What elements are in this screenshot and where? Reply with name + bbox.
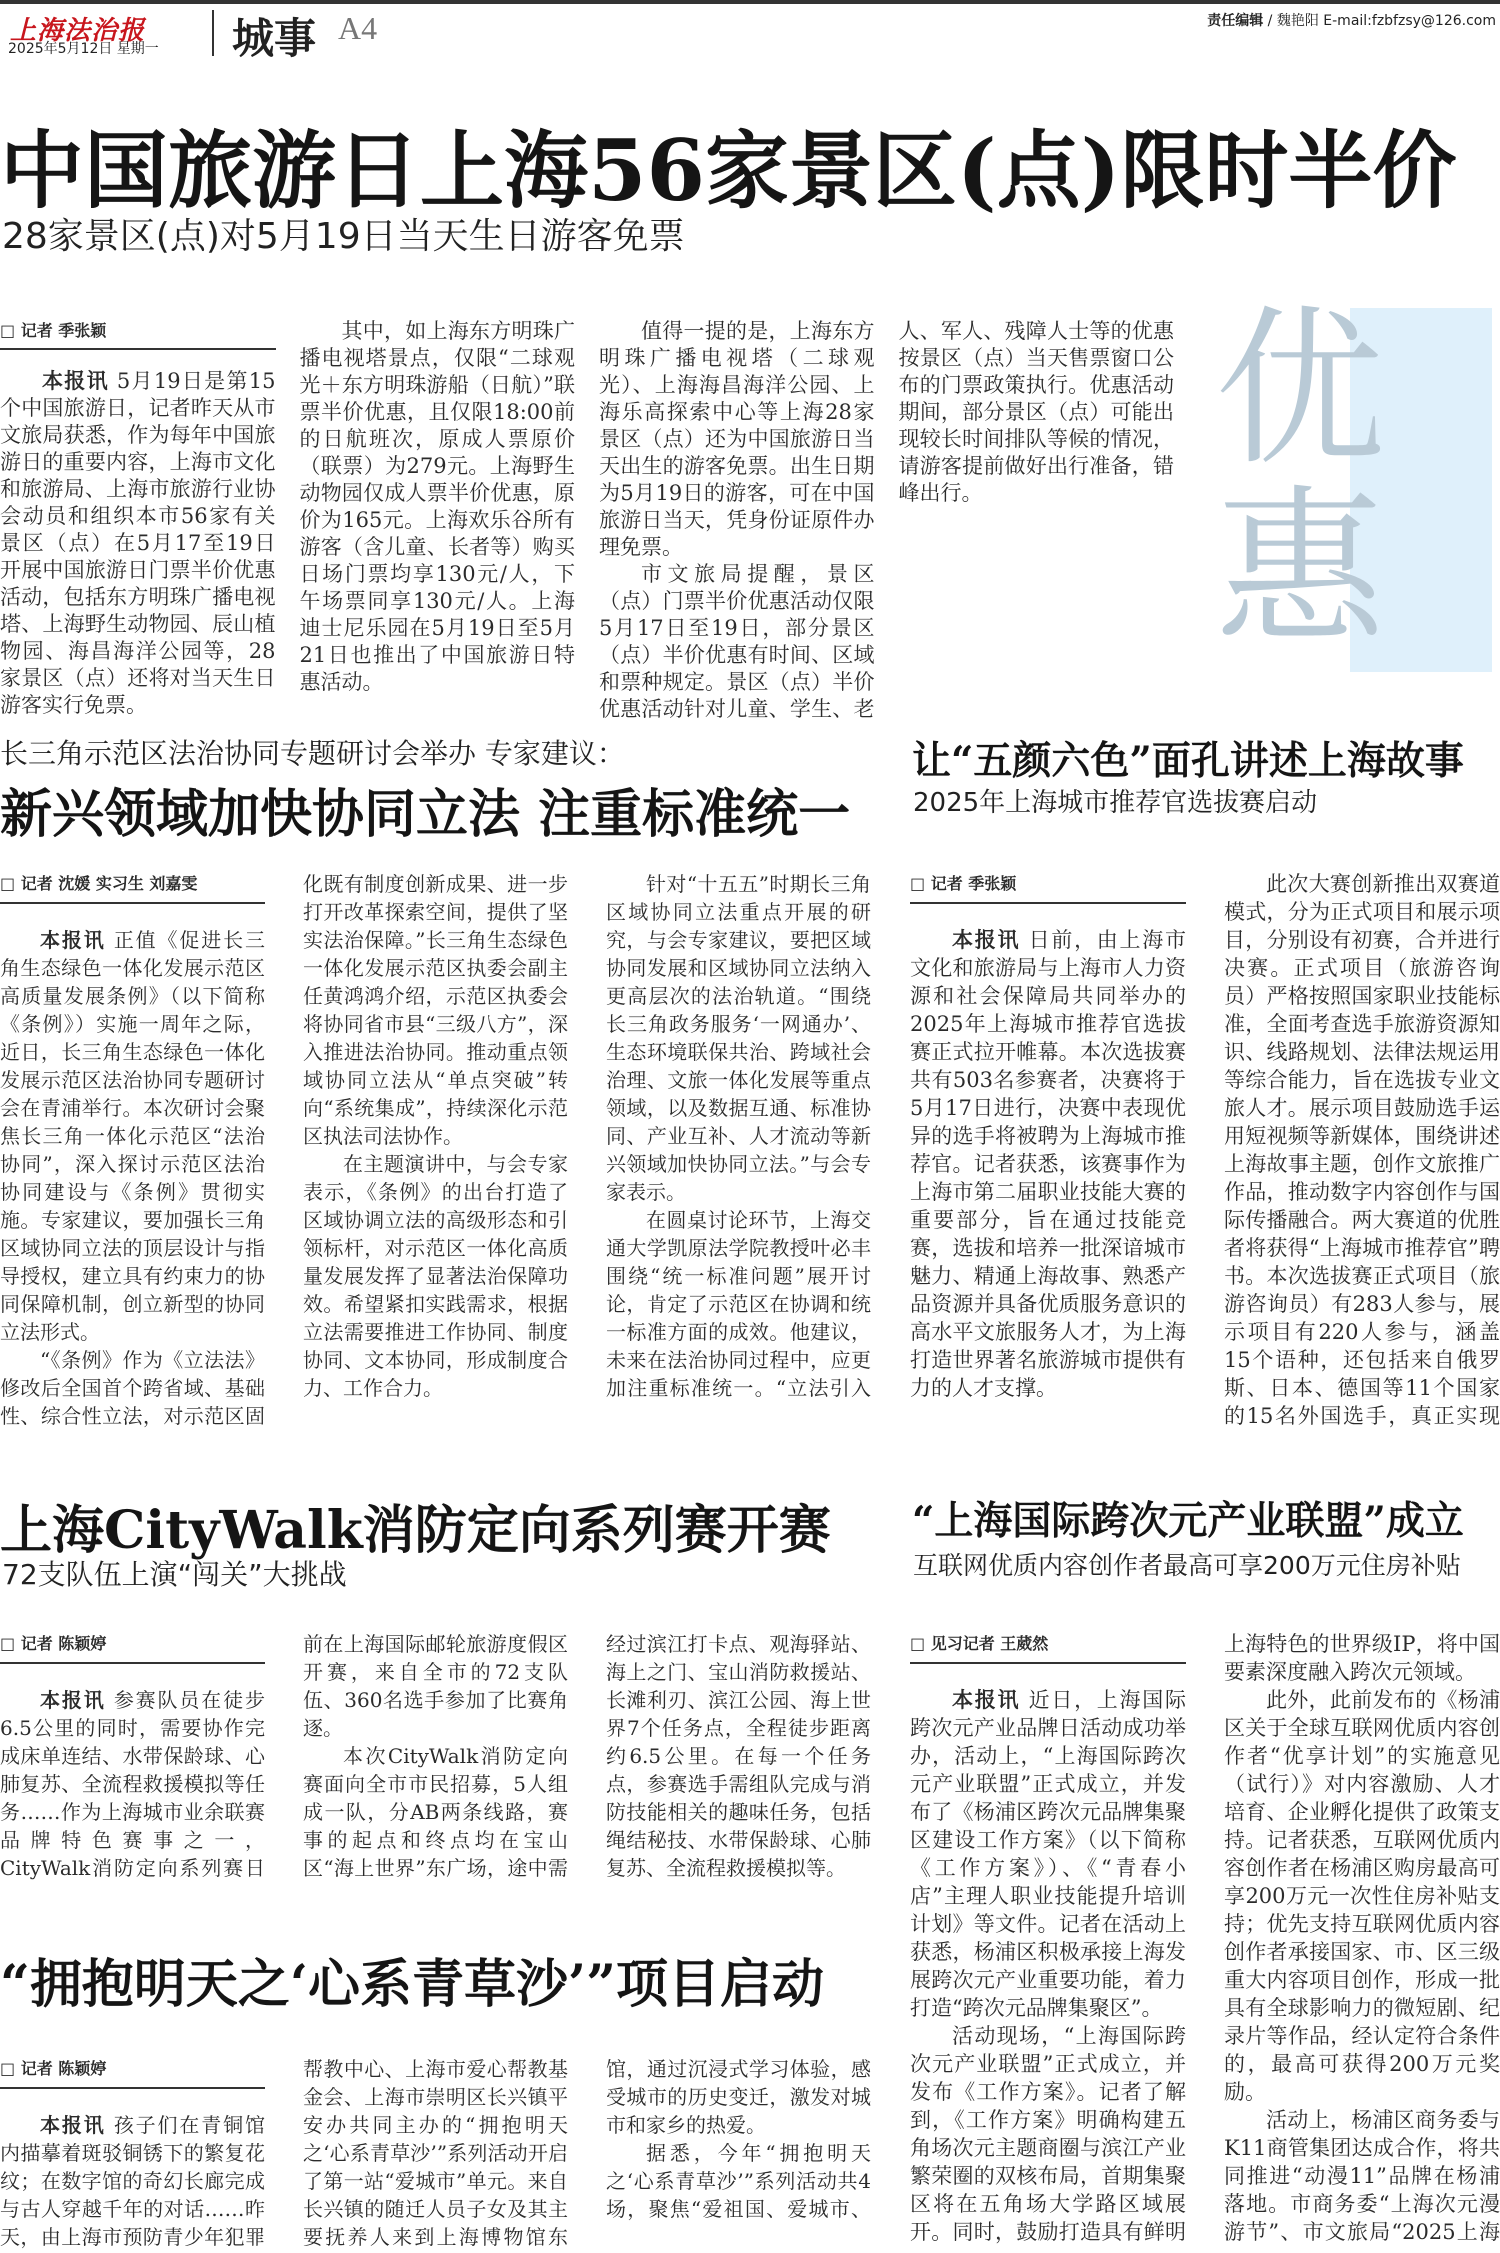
byline-text: □ 记者 沈媛 实习生 刘嘉雯	[0, 874, 198, 893]
article-crossdim-body	[910, 1630, 1500, 2253]
paragraph: 本次CityWalk消防定向赛面向全市市民招募，5人组成一队，分AB两条线路，赛事的起点和终点均在宝山区“海上世界”东广场，途中需经过滨江打卡点、观海驿站、海上之门、宝山消防救援站、长滩利刃、滨江公园、海上世界7个任务点，全程徒步距离约6.5公里。在每一个任务点，参赛选手需组队完成与消防技能相关的趣味任务，包括绳结秘技、水带保龄球、心肺复苏、全流程救援模拟等。	[303, 1632, 871, 1880]
lead-label: 本报讯	[952, 1688, 1021, 1712]
article-embrace-body	[0, 2055, 871, 2253]
paragraph-text: 日前，由上海市文化和旅游局与上海市人力资源和社会保障局共同举办的2025年上海城市推荐官选拔赛正式拉开帷幕。本次选拔赛共有503名参赛者，决赛将于5月17日进行，决赛中表现优异的选手将被聘为上海城市推荐官。记者获悉，该赛事作为上海市第二届职业技能大赛的重要部分，旨在通过技能竞赛，选拔和培养一批深谙城市魅力、精通上海故事、熟悉产品资源并具备优质服务意识的高水平文旅服务人才，为上海打造世界著名旅游城市提供有力的人才支撑。	[910, 928, 1186, 1400]
paragraph-text: 近日，上海国际跨次元产业品牌日活动成功举办，活动上，“上海国际跨次元产业联盟”正式成立，并发布了《杨浦区跨次元品牌集聚区建设工作方案》（以下简称《工作方案》）、《“青春小店”主理人职业技能提升培训计划》等文件。记者在活动上获悉，杨浦区积极承接上海发展跨次元产业重要功能，着力打造“跨次元品牌集聚区”。	[910, 1688, 1186, 2020]
calligraphy-hui: 惠	[1215, 471, 1386, 669]
byline	[0, 318, 276, 368]
headline-crossdim: “上海国际跨次元产业联盟”成立	[912, 1498, 1464, 1544]
byline-rule	[910, 1662, 1186, 1664]
paragraph: 在圆桌讨论环节，上海交通大学凯原法学院教授叶必丰围绕“统一标准问题”展开讨论，肯定了示范区在协调和统一标准方面的成效。他建议，未来在法治协同过程中，应更加注重标准统一。“立法引入	[606, 1208, 871, 1400]
paragraph: 针对“十五五”时期长三角区域协同立法重点开展的研究，与会专家建议，要把区域协同发展和区域协同立法纳入更高层次的法治轨道。“围绕长三角政务服务‘一网通办’、生态环境联保共治、跨域社会治理、文旅一体化发展等重点领域，以及数据互通、标准协同、产业互补、人才流动等新兴领域加快协同立法。”与会专家表示。	[606, 872, 871, 1204]
issue-date: 2025年5月12日 星期一	[8, 41, 159, 57]
byline-text: □ 见习记者 王葳然	[910, 1634, 1049, 1653]
paragraph: 在主题演讲中，与会专家表示，《条例》的出台打造了区域协调立法的高级形态和引领标杆，对示范区一体化高质量发展发挥了显著法治保障功效。希望紧扣实践需求，根据立法需要推进工作协同、制度协同、文本协同，形成制度合力、工作合力。	[303, 1152, 568, 1400]
paragraph: 其中，如上海东方明珠广播电视塔景点，仅限“二球观光＋东方明珠游船（日航）”联票半价优惠，且仅限18:00前的日航班次，原成人票原价（联票）为279元。上海野生动物园仅成人票半价优惠，原价为165元。上海欢乐谷所有游客（含儿童、长者等）购买日场门票均享130元/人，下午场票同享130元/人。上海迪士尼乐园在5月19日至5月21日也推出了中国旅游日特惠活动。	[299, 319, 575, 694]
top-rule	[0, 0, 1500, 4]
editor-contact: / 魏艳阳 E-mail:fzbfzsy@126.com	[1263, 13, 1496, 29]
article-yrd-body	[0, 870, 871, 1430]
paragraph: 市文旅局提醒，景区（点）门票半价优惠活动仅限5月17日至19日，部分景区（点）半价优惠有时间、区域和票种规定。景区（点）半价优惠活动针对儿童、学生、老人、军人、残障人士等的优惠按景区（点）当天售票窗口公布的门票政策执行。优惠活动期间，部分景区（点）可能出现较长时间排队等候的情况，请游客提前做好出行准备，错峰出行。	[599, 319, 1174, 721]
lead-label: 本报讯	[40, 928, 106, 952]
editor-credit	[1207, 10, 1496, 30]
lead-label: 本报讯	[952, 928, 1021, 952]
subtitle-ambassador: 2025年上海城市推荐官选拔赛启动	[913, 788, 1318, 818]
paragraph: 值得一提的是，上海东方明珠广播电视塔（二球观光）、上海海昌海洋公园、上海乐高探索中心等上海28家景区（点）还为中国旅游日当天出生的游客免票。出生日期为5月19日的游客，可在中国旅游日当天，凭身份证原件办理免票。	[599, 319, 875, 559]
paragraph: 活动现场，“上海国际跨次元产业联盟”正式成立，并发布《工作方案》。记者了解到，《工作方案》明确构建五角场次元主题商圈与滨江产业繁荣圈的双核布局，首期集聚区将在五角场大学路区域展开。同时，鼓励打造具有鲜明上海特色的世界级IP，将中国要素深度融入跨次元领域。	[910, 1632, 1500, 2244]
newspaper-logo: 上海法治报	[10, 16, 146, 46]
byline-rule	[0, 348, 276, 350]
lead-label: 本报讯	[42, 369, 109, 393]
headline-ambassador: 让“五颜六色”面孔讲述上海故事	[912, 738, 1464, 784]
paragraph	[0, 368, 276, 719]
byline-text: □ 记者 陈颖婷	[0, 1634, 107, 1653]
lead-label: 本报讯	[40, 1688, 106, 1712]
byline-rule	[0, 902, 265, 904]
paragraph: 活动上，杨浦区商务委与K11商管集团达成合作，将共同推进“动漫11”品牌在杨浦落地。市商务委“上海次元漫游节”、市文旅局“2025上海	[1224, 2108, 1500, 2244]
byline	[0, 2055, 265, 2111]
paragraph	[0, 926, 265, 1346]
lead-label: 本报讯	[40, 2113, 106, 2137]
paragraph-text: 正值《促进长三角生态绿色一体化发展示范区高质量发展条例》（以下简称《条例》）实施一周年之际，近日，长三角生态绿色一体化发展示范区法治协同专题研讨会在青浦举行。本次研讨会聚焦长三角一体化示范区“法治协同”，深入探讨示范区法治协同建设与《条例》贯彻实施。专家建议，要加强长三角区域协同立法的顶层设计与指导授权，建立具有约束力的协同保障机制，创立新型的协同立法形式。	[0, 928, 265, 1344]
byline-text: □ 记者 季张颖	[0, 321, 107, 340]
section-name: 城事	[232, 14, 317, 63]
article-ambassador-body	[910, 870, 1500, 1430]
byline-text: □ 记者 季张颖	[910, 874, 1017, 893]
editor-label: 责任编辑	[1207, 13, 1264, 29]
subtitle-tourism: 28家景区(点)对5月19日当天生日游客免票	[2, 216, 685, 257]
paragraph: 此外，此前发布的《杨浦区关于全球互联网优质内容创作者“优享计划”的实施意见（试行）》对内容激励、人才培育、企业孵化提供了政策支持。记者获悉，互联网优质内容创作者在杨浦区购房最高可享200万元一次性住房补贴支持；优先支持互联网优质内容创作者承接国家、市、区三级重大内容项目创作，形成一批具有全球影响力的微短剧、纪录片等作品，经认定符合条件的，最高可获得200万元奖励。	[1224, 1688, 1500, 2104]
paragraph-text: 5月19日是第15个中国旅游日，记者昨天从市文旅局获悉，作为每年中国旅游日的重要内容，上海市文化和旅游局、上海市旅游行业协会动员和组织本市56家有关景区（点）在5月17至19日开展中国旅游日门票半价优惠活动，包括东方明珠广播电视塔、上海野生动物园、辰山植物园、海昌海洋公园等，28家景区（点）还将对当天生日游客实行免票。	[0, 369, 276, 717]
subtitle-crossdim: 互联网优质内容创作者最高可享200万元住房补贴	[913, 1551, 1461, 1580]
kicker-yrd: 长三角示范区法治协同专题研讨会举办 专家建议：	[0, 737, 625, 770]
byline-rule	[0, 1662, 265, 1664]
headline-tourism: 中国旅游日上海56家景区(点)限时半价	[0, 121, 1457, 220]
paragraph: 据悉，今年“拥抱明天之‘心系青草沙’”系列活动共4场，聚焦“爱祖国、爱城市、	[606, 2141, 871, 2221]
byline	[0, 870, 265, 926]
headline-yrd: 新兴领域加快协同立法 注重标准统一	[0, 784, 851, 845]
paragraph	[910, 1686, 1186, 2022]
byline-rule	[0, 2087, 265, 2089]
article-tourism-body	[0, 318, 1174, 723]
header-divider	[212, 10, 214, 56]
byline-rule	[910, 902, 1186, 904]
paragraph-text: 孩子们在青铜馆内描摹着斑驳铜锈下的繁复花纹；在数字馆的奇幻长廊完成与古人穿越千年的对话……昨天，由上海市预防青少年犯罪帮教中心、上海市爱心帮教基金会、上海市崇明区长兴镇平安办共同主办的“拥抱明天之‘心系青草沙’”系列活动开启了第一站“爱城市”单元。来自长兴镇的随迁人员子女及其主要抚养人来到上海博物馆东馆，通过沉浸式学习体验，感受城市的历史变迁，激发对城市和家乡的热爱。	[0, 2057, 871, 2249]
subtitle-citywalk: 72支队伍上演“闯关”大挑战	[2, 1558, 347, 1591]
byline-text: □ 记者 陈颖婷	[0, 2059, 107, 2078]
byline	[910, 1630, 1186, 1686]
paragraph: 此次大赛创新推出双赛道模式，分为正式项目和展示项目，分别设有初赛，合并进行决赛。正式项目（旅游咨询员）严格按照国家职业技能标准，全面考查选手旅游资源知识、线路规划、法律法规运用等综合能力，旨在选拔专业文旅人才。展示项目鼓励选手运用短视频等新媒体，围绕讲述上海故事主题，创作文旅推广作品，推动数字内容创作与国际传播融合。两大赛道的优胜者将获得“上海城市推荐官”聘书。本次选拔赛正式项目（旅游咨询员）有283人参与，展示项目有220人参与，涵盖15个语种，还包括来自俄罗斯、日本、德国等11个国家的15名外国选手，真正实现	[1224, 872, 1500, 1428]
page-number: A4	[338, 10, 378, 46]
paragraph-text: 参赛队员在徒步6.5公里的同时，需要协作完成床单连结、水带保龄球、心肺复苏、全流程救援模拟等任务……作为上海城市业余联赛品牌特色赛事之一，CityWalk消防定向系列赛日前在上海国际邮轮旅游度假区开赛，来自全市的72支队伍、360名选手参加了比赛角逐。	[0, 1632, 568, 1880]
article-citywalk-body	[0, 1630, 871, 1882]
paragraph	[910, 926, 1186, 1402]
headline-citywalk: 上海CityWalk消防定向系列赛开赛	[0, 1500, 831, 1561]
paragraph: “《条例》作为《立法法》修改后全国首个跨省域、基础性、综合性立法，对示范区固化既有制度创新成果、进一步打开改革探索空间，提供了坚实法治保障。”长三角生态绿色一体化发展示范区执委会副主任黄鸿鸿介绍，示范区执委会将协同省市县“三级八方”，深入推进法治协同。推动重点领域协同立法从“单点突破”转向“系统集成”，持续深化示范区执法司法协作。	[0, 872, 568, 1428]
headline-embrace: “拥抱明天之‘心系青草沙’”项目启动	[0, 1954, 825, 2015]
byline	[910, 870, 1186, 926]
calligraphy-you: 优	[1215, 291, 1386, 489]
byline	[0, 1630, 265, 1686]
